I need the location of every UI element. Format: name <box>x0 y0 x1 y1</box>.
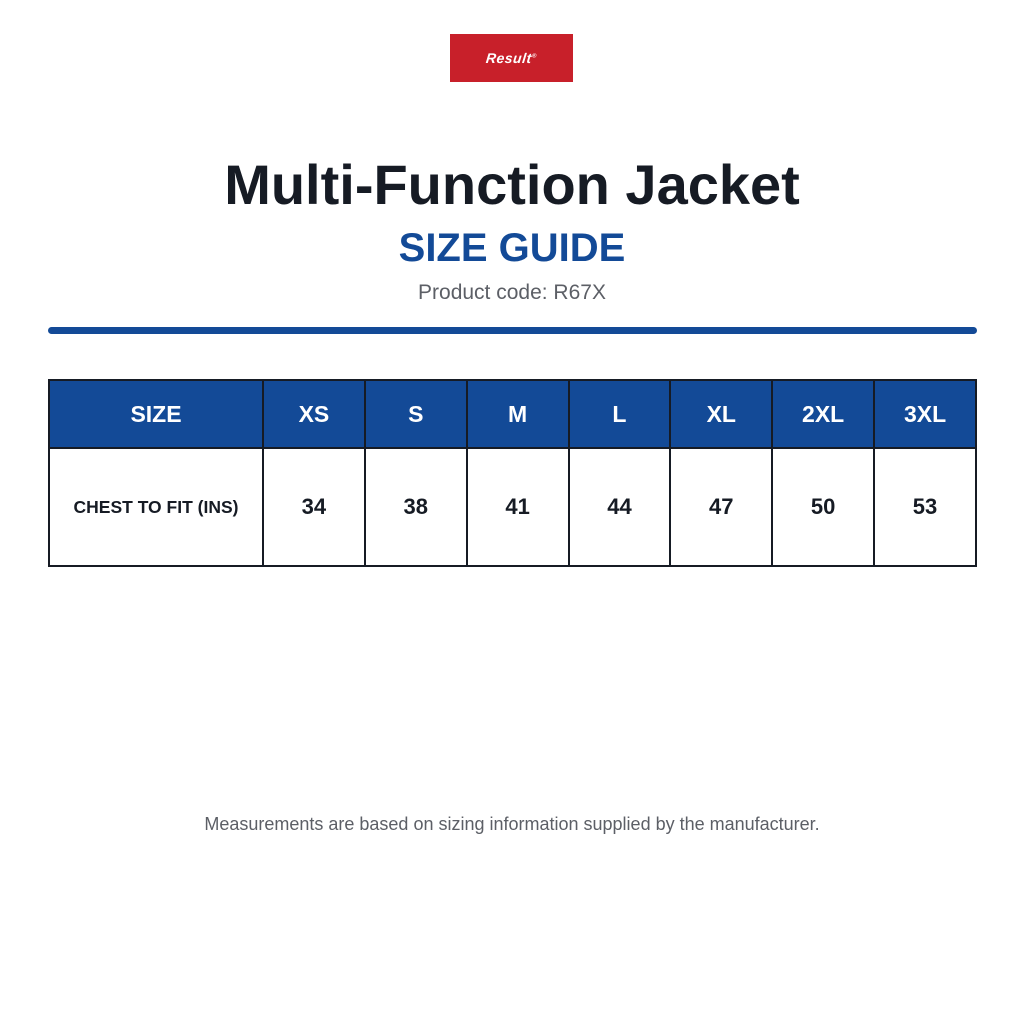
size-header-cell: 3XL <box>874 380 976 448</box>
measurement-label: CHEST TO FIT (INS) <box>49 448 263 566</box>
size-header-label: SIZE <box>49 380 263 448</box>
size-table <box>48 379 977 567</box>
product-code: Product code: R67X <box>418 281 606 304</box>
size-guide-heading: SIZE GUIDE <box>398 226 626 270</box>
size-header-cell: M <box>467 380 569 448</box>
divider-line <box>48 327 977 334</box>
measurement-value: 41 <box>467 448 569 566</box>
size-header-cell: 2XL <box>772 380 874 448</box>
size-header-cell: XL <box>670 380 772 448</box>
size-header-cell: S <box>365 380 467 448</box>
measurement-value: 53 <box>874 448 976 566</box>
size-header-row <box>49 380 976 448</box>
footnote: Measurements are based on sizing information supplied by the manufacturer. <box>204 814 820 834</box>
measurement-value: 47 <box>670 448 772 566</box>
brand-logo-text: Result® <box>485 50 538 66</box>
size-header-cell: L <box>569 380 671 448</box>
measurement-value: 38 <box>365 448 467 566</box>
measurement-value: 34 <box>263 448 365 566</box>
measurement-value: 44 <box>569 448 671 566</box>
brand-logo <box>450 34 573 82</box>
size-header-cell: XS <box>263 380 365 448</box>
table-row <box>49 448 976 566</box>
product-title: Multi-Function Jacket <box>224 153 800 216</box>
measurement-value: 50 <box>772 448 874 566</box>
